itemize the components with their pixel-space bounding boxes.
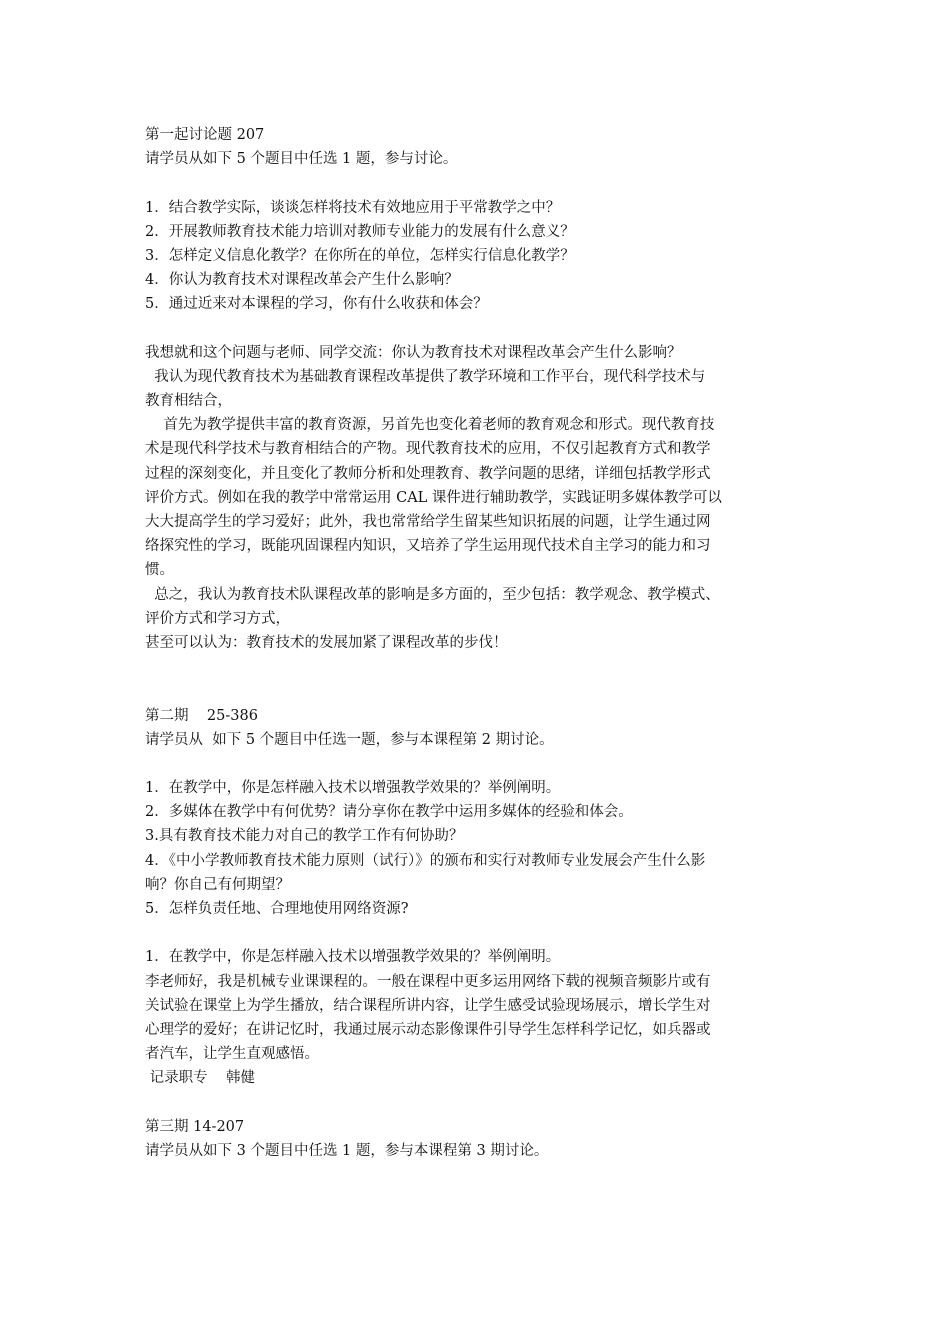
section1-response-line: 评价方式和学习方式，: [145, 610, 290, 627]
section1-response-line: 教育相结合，: [145, 393, 232, 410]
section2-question: 2．多媒体在教学中有何优势？请分享你在教学中运用多媒体的经验和体会。: [145, 804, 633, 821]
spacer: [145, 921, 825, 945]
section1-question: 1．结合教学实际，谈谈怎样将技术有效地应用于平常教学之中？: [145, 199, 561, 216]
section2-response-line: 心理学的爱好；在讲记忆时，我通过展示动态影像课件引导学生怎样科学记忆，如兵器或: [145, 1021, 711, 1038]
section1-response-line: 络探究性的学习，既能巩固课程内知识，又培养了学生运用现代技术自主学习的能力和习: [145, 538, 711, 555]
section2-question: 4．《中小学教师教育技术能力原则（试行）》的颁布和实行对教师专业发展会产生什么影: [145, 852, 706, 869]
section1-response-line: 术是现代科学技术与教育相结合的产物。现代教育技术的应用，不仅引起教育方式和教学: [145, 441, 711, 458]
section1-title: 第一起讨论题 207: [145, 127, 265, 143]
section1-response-line: 首先为教学提供丰富的教育资源，另首先也变化着老师的教育观念和形式。现代教育技: [145, 417, 715, 434]
section2-question: 5．怎样负责任地、合理地使用网络资源?: [145, 901, 409, 918]
section2-question: 1．在教学中，你是怎样融入技术以增强教学效果的？举例阐明。: [145, 780, 561, 797]
section2-question: 3.具有教育技术能力对自己的教学工作有何协助？: [145, 828, 464, 845]
section1-question: 5．通过近来对本课程的学习，你有什么收获和体会？: [145, 296, 488, 313]
section1-response-line: 总之，我认为教育技术队课程改革的影响是多方面的，至少包括：教学观念、教学模式、: [145, 586, 720, 603]
document-body: [145, 123, 825, 1163]
section2-question: 响？你自己有何期望？: [145, 876, 290, 893]
section1-question: 4．你认为教育技术对课程改革会产生什么影响？: [145, 272, 459, 289]
section1-response-line: 甚至可以认为：教育技术的发展加紧了课程改革的步伐！: [145, 634, 508, 651]
section2-title: 第二期 25-386: [145, 707, 258, 724]
section2-response-line: 记录职专 韩健: [145, 1070, 256, 1087]
spacer: [145, 752, 825, 776]
section2-response-line: 者汽车，让学生直观感悟。: [145, 1046, 319, 1063]
spacer: [145, 317, 825, 341]
section1-response-line: 评价方式。例如在我的教学中常常运用 CAL 课件进行辅助教学，实践证明多媒体教学可以: [145, 489, 722, 506]
section1-response-line: 我想就和这个问题与老师、同学交流：你认为教育技术对课程改革会产生什么影响？: [145, 344, 682, 361]
section1-question: 2．开展教师教育技术能力培训对教师专业能力的发展有什么意义？: [145, 223, 575, 240]
section1-response-line: 惯。: [145, 562, 174, 579]
spacer: [145, 1091, 825, 1115]
section1-response-line: 我认为现代教育技术为基础教育课程改革提供了教学环境和工作平台，现代科学技术与: [145, 368, 706, 385]
spacer: [145, 171, 825, 195]
section2-response-line: 关试验在课堂上为学生播放，结合课程所讲内容，让学生感受试验现场展示，增长学生对: [145, 997, 711, 1014]
section2-instruction: 请学员从 如下 5 个题目中任选一题，参与本课程第 2 期讨论。: [145, 731, 554, 748]
spacer: [145, 655, 825, 703]
section1-response-line: 大大提高学生的学习爱好；此外，我也常常给学生留某些知识拓展的问题，让学生通过网: [145, 514, 711, 530]
section1-question: 3．怎样定义信息化教学？在你所在的单位，怎样实行信息化教学？: [145, 247, 575, 264]
section1-response-line: 过程的深刻变化，并且变化了教师分析和处理教育、教学问题的思绪，详细包括教学形式: [145, 465, 711, 482]
section3-title: 第三期 14-207: [145, 1118, 245, 1135]
section2-response-line: 1．在教学中，你是怎样融入技术以增强教学效果的？举例阐明。: [145, 949, 561, 966]
section3-instruction: 请学员从如下 3 个题目中任选 1 题，参与本课程第 3 期讨论。: [145, 1142, 549, 1159]
section2-response-line: 李老师好，我是机械专业课课程的。一般在课程中更多运用网络下载的视频音频影片或有: [145, 973, 711, 990]
section1-instruction: 请学员从如下 5 个题目中任选 1 题，参与讨论。: [145, 151, 458, 168]
